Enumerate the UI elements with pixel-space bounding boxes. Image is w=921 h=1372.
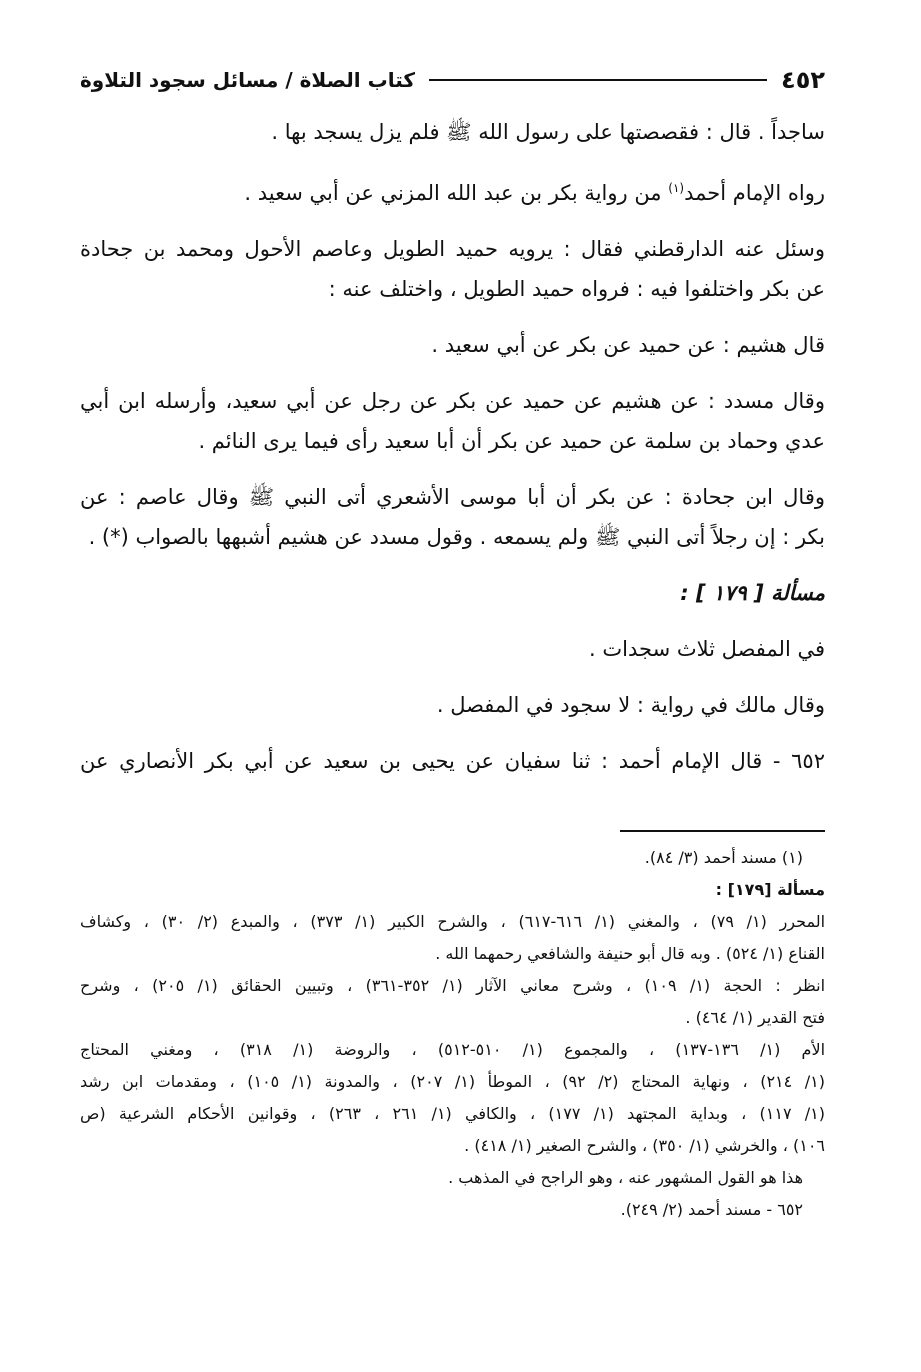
footnote-line: (١) مسند أحمد (٣/ ٨٤). bbox=[644, 848, 803, 867]
footnote-line: ١٠٦) ، والخرشي (١/ ٣٥٠) ، والشرح الصغير (١/ ٤١٨) . bbox=[464, 1136, 825, 1155]
text-line bbox=[80, 168, 825, 213]
text-line: وقال مالك في رواية : لا سجود في المفصل . bbox=[436, 693, 825, 717]
footnote-line: (١/ ١١٧) ، وبداية المجتهد (١/ ١٧٧) ، والكافي (١/ ٢٦١ ، ٢٦٣) ، وقوانين الأحكام الشرعية (ص bbox=[80, 1104, 825, 1123]
text-line: وقال ابن جحادة : عن بكر أن أبا موسى الأشعري أتى النبي ﷺ وقال عاصم : عن bbox=[80, 485, 825, 509]
header-rule bbox=[429, 79, 767, 81]
footnote-marker: (١) bbox=[668, 181, 685, 195]
text-line: ساجداً . قال : فقصصتها على رسول الله ﷺ فلم يزل يسجد بها . bbox=[271, 120, 825, 144]
footnote-separator bbox=[620, 830, 825, 832]
text-line: في المفصل ثلاث سجدات . bbox=[589, 637, 825, 661]
text-line: عدي وحماد بن سلمة عن حميد عن بكر أن أبا سعيد رأى فيما يرى النائم . bbox=[198, 429, 825, 453]
footnote-line: المحرر (١/ ٧٩) ، والمغني (١/ ٦١٦-٦١٧) ، والشرح الكبير (١/ ٣٧٣) ، والمبدع (٢/ ٣٠) ، وكشاف bbox=[80, 912, 826, 931]
footnote-line: ٦٥٢ - مسند أحمد (٢/ ٢٤٩). bbox=[620, 1200, 803, 1219]
issue-heading: مسألة [ ١٧٩ ] : bbox=[680, 581, 825, 605]
main-text bbox=[80, 112, 825, 781]
text-line: بكر : إن رجلاً أتى النبي ﷺ ولم يسمعه . وقول مسدد عن هشيم أشبهها بالصواب (*) . bbox=[88, 525, 825, 549]
footnote-heading: مسألة [١٧٩] : bbox=[715, 880, 825, 899]
footnote-line: فتح القدير (١/ ٤٦٤) . bbox=[685, 1008, 825, 1027]
footnotes bbox=[80, 842, 825, 1226]
text-line: ٦٥٢ - قال الإمام أحمد : ثنا سفيان عن يحيى بن سعيد عن أبي بكر الأنصاري عن bbox=[80, 749, 825, 773]
footnote-line: القناع (١/ ٥٢٤) . وبه قال أبو حنيفة والشافعي رحمهما الله . bbox=[435, 944, 825, 963]
text-line: وقال مسدد : عن هشيم عن حميد عن بكر عن رجل عن أبي سعيد، وأرسله ابن أبي bbox=[80, 389, 825, 413]
footnote-line: هذا هو القول المشهور عنه ، وهو الراجح في المذهب . bbox=[448, 1168, 803, 1187]
footnote-line: انظر : الحجة (١/ ١٠٩) ، وشرح معاني الآثار (١/ ٣٥٢-٣٦١) ، وتبيين الحقائق (١/ ٢٠٥) ، وشرح bbox=[80, 976, 826, 995]
footnote-line: الأم (١/ ١٣٦-١٣٧) ، والمجموع (١/ ٥١٠-٥١٢) ، والروضة (١/ ٣١٨) ، ومغني المحتاج bbox=[80, 1040, 826, 1059]
footnote-line: (١/ ٢١٤) ، ونهاية المحتاج (٢/ ٩٢) ، الموطأ (١/ ٢٠٧) ، والمدونة (١/ ١٠٥) ، ومقدمات ابن رشد bbox=[80, 1072, 826, 1091]
text-line: وسئل عنه الدارقطني فقال : يرويه حميد الطويل وعاصم الأحول ومحمد بن جحادة bbox=[80, 237, 825, 261]
running-title: كتاب الصلاة / مسائل سجود التلاوة bbox=[80, 68, 416, 92]
text-segment: رواه الإمام أحمد bbox=[684, 181, 825, 205]
text-segment: من رواية بكر بن عبد الله المزني عن أبي سعيد . bbox=[244, 181, 662, 205]
page-header bbox=[80, 62, 825, 98]
text-line: عن بكر واختلفوا فيه : فرواه حميد الطويل ، واختلف عنه : bbox=[328, 277, 825, 301]
page-number: ٤٥٢ bbox=[781, 66, 825, 94]
text-line: قال هشيم : عن حميد عن بكر عن أبي سعيد . bbox=[431, 333, 825, 357]
